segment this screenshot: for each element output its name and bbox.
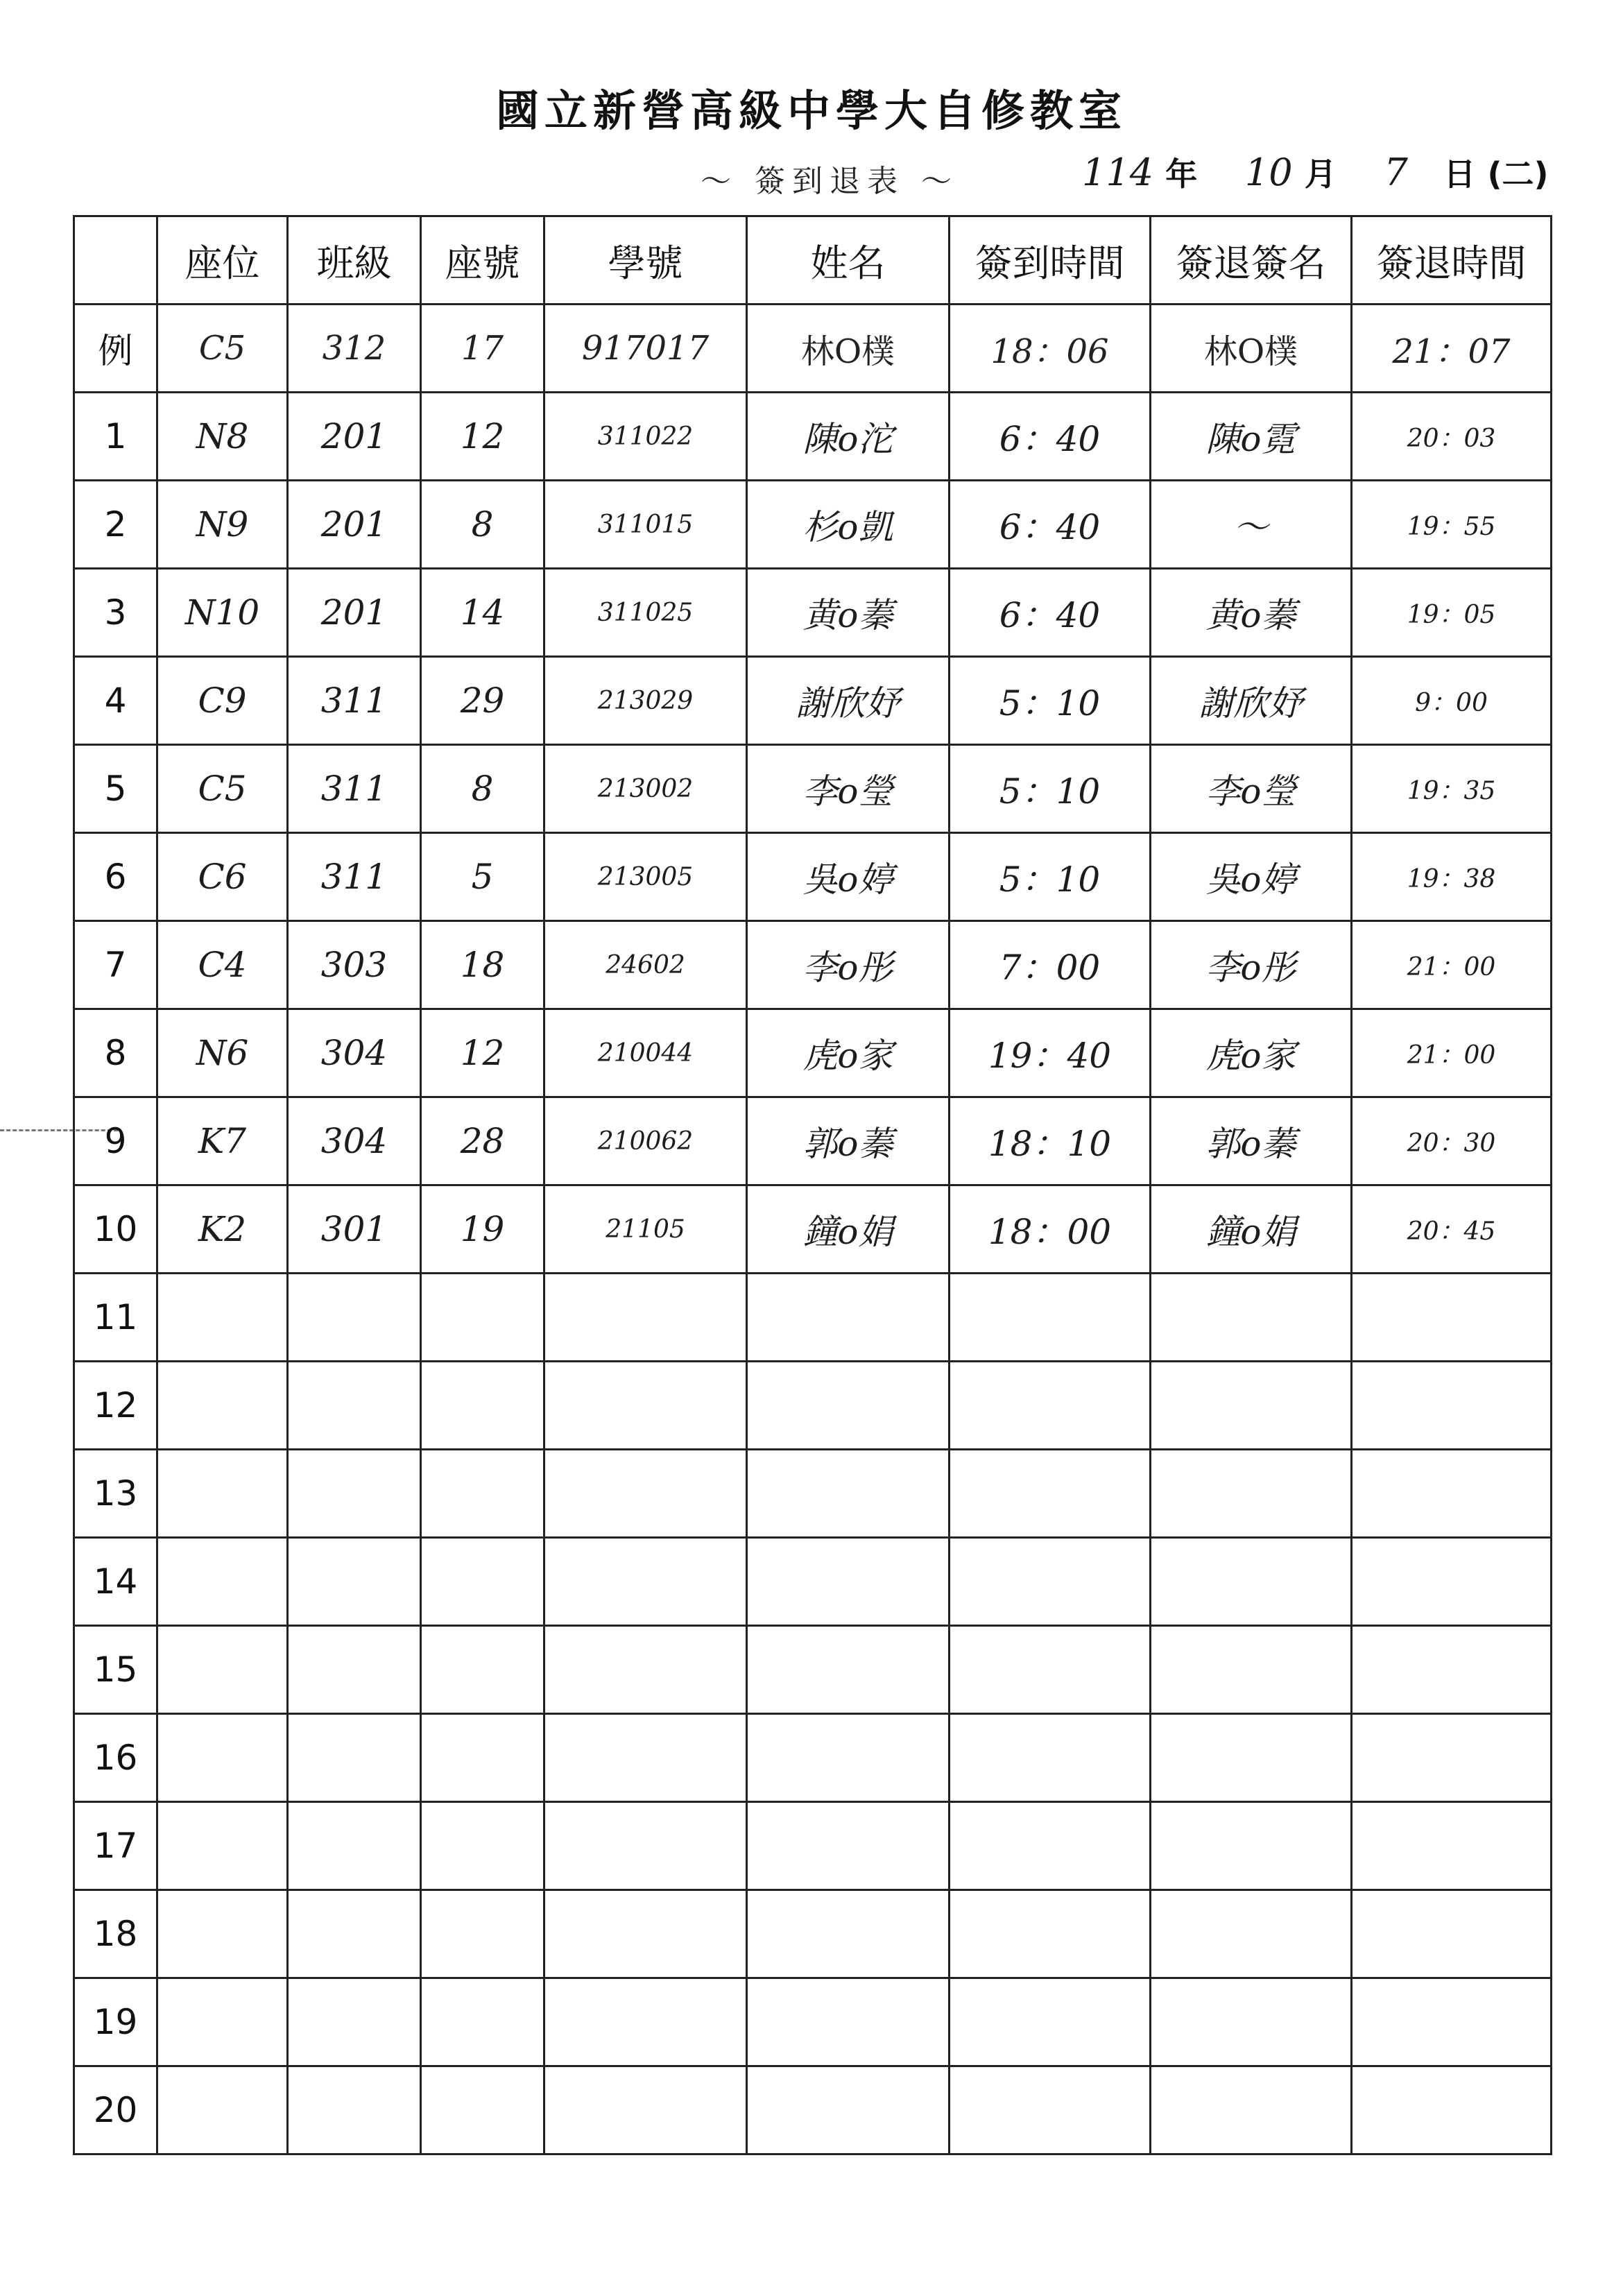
cell-sign-out-time	[1352, 1978, 1552, 2066]
cell-seat-number: 19	[421, 1185, 544, 1274]
cell-class: 311	[288, 745, 421, 833]
cell-class	[288, 1802, 421, 1890]
cell-name	[747, 2066, 950, 2154]
cell-seat-number: 8	[421, 481, 544, 569]
cell-seat-number: 8	[421, 745, 544, 833]
cell-seat: C6	[157, 833, 288, 921]
table-row	[74, 833, 1552, 921]
table-row	[74, 1274, 1552, 1362]
cell-sign-out-signature: 李o彤	[1151, 921, 1352, 1009]
cell-name	[747, 1538, 950, 1626]
cell-sign-in-time	[950, 1274, 1151, 1362]
cell-sign-in-time	[950, 1450, 1151, 1538]
cell-name	[747, 1714, 950, 1802]
cell-name	[747, 1890, 950, 1978]
cell-seat: N8	[157, 393, 288, 481]
cell-row-number: 4	[74, 657, 157, 745]
cell-seat	[157, 1890, 288, 1978]
table-row	[74, 1802, 1552, 1890]
cell-seat-number: 5	[421, 833, 544, 921]
sign-in-table	[73, 215, 1552, 2155]
cell-student-id: 311022	[544, 393, 747, 481]
cell-student-id: 213002	[544, 745, 747, 833]
cell-row-number: 7	[74, 921, 157, 1009]
cell-name: 郭o蓁	[747, 1097, 950, 1185]
cell-sign-out-time: 20：45	[1352, 1185, 1552, 1274]
header-sign-out-time: 簽退時間	[1352, 216, 1552, 305]
cell-class	[288, 1714, 421, 1802]
cell-sign-out-signature: 吳o婷	[1151, 833, 1352, 921]
table-row	[74, 921, 1552, 1009]
cell-class	[288, 1538, 421, 1626]
cell-sign-in-time: 6：40	[950, 393, 1151, 481]
cell-name: 李o瑩	[747, 745, 950, 833]
cell-row-number: 10	[74, 1185, 157, 1274]
date-day: 7	[1384, 151, 1408, 194]
cell-name	[747, 1626, 950, 1714]
table-row	[74, 1714, 1552, 1802]
table-row	[74, 393, 1552, 481]
cell-sign-in-time	[950, 1626, 1151, 1714]
cell-row-number: 13	[74, 1450, 157, 1538]
cell-sign-in-time: 7：00	[950, 921, 1151, 1009]
cell-student-id: 210044	[544, 1009, 747, 1097]
cell-seat-number	[421, 1362, 544, 1450]
cell-student-id	[544, 1626, 747, 1714]
example-row	[74, 305, 1552, 393]
cell-seat-number: 28	[421, 1097, 544, 1185]
cell-row-number: 18	[74, 1890, 157, 1978]
cell-seat-number: 14	[421, 569, 544, 657]
cell-sign-in-time	[950, 1362, 1151, 1450]
cell-seat	[157, 1274, 288, 1362]
cell-seat-number: 29	[421, 657, 544, 745]
cell-row-number: 14	[74, 1538, 157, 1626]
example-sign-in-time: 18：06	[950, 305, 1151, 393]
cell-row-number: 17	[74, 1802, 157, 1890]
cell-sign-out-signature: 郭o蓁	[1151, 1097, 1352, 1185]
table-row	[74, 1538, 1552, 1626]
cell-sign-in-time: 18：00	[950, 1185, 1151, 1274]
cell-sign-out-signature: 陳o霓	[1151, 393, 1352, 481]
table-row	[74, 2066, 1552, 2154]
cell-class	[288, 1362, 421, 1450]
cell-name: 黄o蓁	[747, 569, 950, 657]
table-row	[74, 1450, 1552, 1538]
example-student-id: 917017	[544, 305, 747, 393]
cell-class	[288, 2066, 421, 2154]
cell-sign-out-signature: 黄o蓁	[1151, 569, 1352, 657]
cell-student-id	[544, 1274, 747, 1362]
cell-sign-out-time: 20：30	[1352, 1097, 1552, 1185]
cell-class: 303	[288, 921, 421, 1009]
cell-sign-out-time	[1352, 1538, 1552, 1626]
cell-seat-number	[421, 1802, 544, 1890]
header-row	[74, 216, 1552, 305]
cell-seat-number	[421, 1890, 544, 1978]
cell-class: 311	[288, 833, 421, 921]
table-row	[74, 481, 1552, 569]
table-row	[74, 569, 1552, 657]
header-sign-in-time: 簽到時間	[950, 216, 1151, 305]
cell-class	[288, 1450, 421, 1538]
cell-student-id	[544, 1890, 747, 1978]
sheet-title: 國立新營高級中學大自修教室	[495, 85, 1127, 136]
cell-seat	[157, 1450, 288, 1538]
cell-student-id	[544, 2066, 747, 2154]
cell-sign-out-time: 21：00	[1352, 1009, 1552, 1097]
cell-seat-number: 18	[421, 921, 544, 1009]
example-sign-out-time: 21：07	[1352, 305, 1552, 393]
cell-row-number: 20	[74, 2066, 157, 2154]
cell-student-id: 213005	[544, 833, 747, 921]
cell-seat: C4	[157, 921, 288, 1009]
cell-class: 304	[288, 1097, 421, 1185]
cell-seat	[157, 1802, 288, 1890]
cell-row-number: 1	[74, 393, 157, 481]
cell-seat	[157, 1978, 288, 2066]
cell-sign-in-time	[950, 1802, 1151, 1890]
cell-sign-out-time	[1352, 2066, 1552, 2154]
cell-sign-out-time: 19：55	[1352, 481, 1552, 569]
table-row	[74, 745, 1552, 833]
table-row	[74, 1626, 1552, 1714]
cell-student-id: 213029	[544, 657, 747, 745]
cell-seat-number	[421, 1978, 544, 2066]
cell-seat: C5	[157, 745, 288, 833]
cell-row-number: 8	[74, 1009, 157, 1097]
cell-seat: C9	[157, 657, 288, 745]
cell-sign-out-time: 20：03	[1352, 393, 1552, 481]
cell-sign-out-time	[1352, 1362, 1552, 1450]
cell-sign-out-signature	[1151, 1362, 1352, 1450]
example-name: 林O樸	[747, 305, 950, 393]
cell-seat	[157, 2066, 288, 2154]
example-sign-out-signature: 林O樸	[1151, 305, 1352, 393]
header-index	[74, 216, 157, 305]
cell-row-number: 16	[74, 1714, 157, 1802]
cell-sign-out-time	[1352, 1802, 1552, 1890]
cell-seat: N10	[157, 569, 288, 657]
cell-name	[747, 1978, 950, 2066]
cell-sign-out-time	[1352, 1450, 1552, 1538]
cell-row-number: 2	[74, 481, 157, 569]
cell-sign-out-signature	[1151, 2066, 1352, 2154]
date-line	[1082, 149, 1549, 195]
cell-seat-number: 12	[421, 393, 544, 481]
cell-sign-out-signature: ～	[1151, 481, 1352, 569]
example-seat-number: 17	[421, 305, 544, 393]
cell-class: 201	[288, 569, 421, 657]
cell-sign-out-signature	[1151, 1626, 1352, 1714]
cell-row-number: 5	[74, 745, 157, 833]
date-month: 10	[1244, 151, 1293, 194]
cell-sign-out-time: 19：35	[1352, 745, 1552, 833]
cell-sign-in-time: 6：40	[950, 481, 1151, 569]
cell-name: 杉o凱	[747, 481, 950, 569]
cell-sign-in-time	[950, 1890, 1151, 1978]
cell-sign-out-signature	[1151, 1274, 1352, 1362]
cell-name: 虎o家	[747, 1009, 950, 1097]
cell-sign-out-signature: 鐘o娟	[1151, 1185, 1352, 1274]
cell-sign-in-time: 18：10	[950, 1097, 1151, 1185]
cell-sign-out-time: 19：38	[1352, 833, 1552, 921]
example-class: 312	[288, 305, 421, 393]
cell-name: 鐘o娟	[747, 1185, 950, 1274]
example-seat: C5	[157, 305, 288, 393]
date-year-unit: 年	[1165, 155, 1198, 193]
cell-student-id	[544, 1714, 747, 1802]
cell-seat	[157, 1714, 288, 1802]
cell-name	[747, 1362, 950, 1450]
cell-sign-in-time: 5：10	[950, 657, 1151, 745]
cell-row-number: 9	[74, 1097, 157, 1185]
cell-seat-number	[421, 1274, 544, 1362]
date-weekday: (二)	[1487, 155, 1549, 193]
example-label: 例	[74, 305, 157, 393]
cell-name: 吳o婷	[747, 833, 950, 921]
header-class: 班級	[288, 216, 421, 305]
cell-class	[288, 1274, 421, 1362]
cell-seat-number	[421, 1538, 544, 1626]
cell-row-number: 12	[74, 1362, 157, 1450]
cell-sign-out-time	[1352, 1890, 1552, 1978]
header-name: 姓名	[747, 216, 950, 305]
cell-sign-out-signature	[1151, 1978, 1352, 2066]
date-day-unit: 日	[1443, 155, 1476, 193]
cell-seat: K2	[157, 1185, 288, 1274]
cell-seat-number	[421, 2066, 544, 2154]
cell-row-number: 19	[74, 1978, 157, 2066]
table-row	[74, 1185, 1552, 1274]
cell-class: 301	[288, 1185, 421, 1274]
cell-row-number: 15	[74, 1626, 157, 1714]
cell-seat-number	[421, 1626, 544, 1714]
cell-sign-out-signature	[1151, 1890, 1352, 1978]
sheet-subtitle: ～ 簽到退表 ～	[701, 164, 959, 199]
cell-name: 謝欣妤	[747, 657, 950, 745]
cell-student-id: 311015	[544, 481, 747, 569]
cell-sign-out-signature: 謝欣妤	[1151, 657, 1352, 745]
cell-sign-out-signature	[1151, 1538, 1352, 1626]
cell-class: 311	[288, 657, 421, 745]
cell-seat	[157, 1538, 288, 1626]
cell-sign-in-time	[950, 2066, 1151, 2154]
header-seat-number: 座號	[421, 216, 544, 305]
cell-seat: K7	[157, 1097, 288, 1185]
cell-seat: N6	[157, 1009, 288, 1097]
cell-sign-out-signature: 李o瑩	[1151, 745, 1352, 833]
header-seat: 座位	[157, 216, 288, 305]
cell-name: 李o彤	[747, 921, 950, 1009]
cell-sign-out-signature: 虎o家	[1151, 1009, 1352, 1097]
cell-student-id: 24602	[544, 921, 747, 1009]
cell-name	[747, 1450, 950, 1538]
header-student-id: 學號	[544, 216, 747, 305]
cell-seat-number	[421, 1714, 544, 1802]
table-row	[74, 1362, 1552, 1450]
cell-row-number: 3	[74, 569, 157, 657]
cell-sign-out-signature	[1151, 1714, 1352, 1802]
table-row	[74, 1097, 1552, 1185]
cell-student-id	[544, 1802, 747, 1890]
cell-sign-out-time	[1352, 1714, 1552, 1802]
cell-class	[288, 1978, 421, 2066]
cell-sign-out-time: 21：00	[1352, 921, 1552, 1009]
cell-student-id	[544, 1362, 747, 1450]
cell-seat-number	[421, 1450, 544, 1538]
cell-name	[747, 1274, 950, 1362]
cell-student-id: 210062	[544, 1097, 747, 1185]
cell-class: 304	[288, 1009, 421, 1097]
table-row	[74, 1890, 1552, 1978]
cell-sign-out-time	[1352, 1274, 1552, 1362]
cell-student-id: 21105	[544, 1185, 747, 1274]
cell-class: 201	[288, 481, 421, 569]
header-sign-out-signature: 簽退簽名	[1151, 216, 1352, 305]
cell-class	[288, 1626, 421, 1714]
date-month-unit: 月	[1304, 155, 1337, 193]
table-row	[74, 657, 1552, 745]
cell-class	[288, 1890, 421, 1978]
cell-student-id: 311025	[544, 569, 747, 657]
cell-seat: N9	[157, 481, 288, 569]
cell-name: 陳o沱	[747, 393, 950, 481]
cell-row-number: 6	[74, 833, 157, 921]
cell-sign-in-time	[950, 1538, 1151, 1626]
cell-sign-in-time	[950, 1978, 1151, 2066]
cell-seat-number: 12	[421, 1009, 544, 1097]
date-year: 114	[1082, 151, 1154, 194]
cell-sign-in-time	[950, 1714, 1151, 1802]
cell-sign-out-time: 19：05	[1352, 569, 1552, 657]
cell-sign-in-time: 6：40	[950, 569, 1151, 657]
cell-class: 201	[288, 393, 421, 481]
cell-seat	[157, 1626, 288, 1714]
cell-sign-out-time	[1352, 1626, 1552, 1714]
cell-row-number: 11	[74, 1274, 157, 1362]
cell-sign-in-time: 19：40	[950, 1009, 1151, 1097]
cell-seat	[157, 1362, 288, 1450]
cell-student-id	[544, 1978, 747, 2066]
cell-sign-out-signature	[1151, 1450, 1352, 1538]
cell-student-id	[544, 1538, 747, 1626]
table-row	[74, 1978, 1552, 2066]
cell-name	[747, 1802, 950, 1890]
cell-sign-in-time: 5：10	[950, 745, 1151, 833]
cell-sign-in-time: 5：10	[950, 833, 1151, 921]
table-row	[74, 1009, 1552, 1097]
cell-student-id	[544, 1450, 747, 1538]
cell-sign-out-signature	[1151, 1802, 1352, 1890]
cell-sign-out-time: 9：00	[1352, 657, 1552, 745]
